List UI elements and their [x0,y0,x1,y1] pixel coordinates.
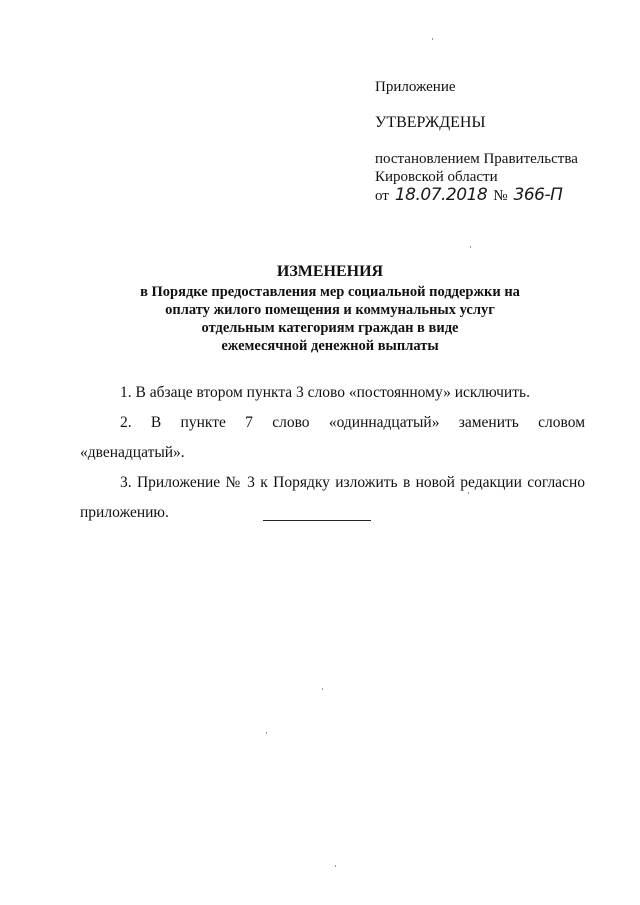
approval-block [375,78,625,205]
title-line-4: ежемесячной денежной выплаты [221,338,439,354]
number-sign: № [493,188,508,204]
from-prefix: от [375,188,389,204]
amendment-item-2: 2. В пункте 7 слово «одиннадцатый» заменить словом «двенадцатый». [80,414,585,461]
document-title [110,263,550,355]
title-heading: ИЗМЕНЕНИЯ [276,263,384,280]
handwritten-date: 18.07.2018 [394,185,488,205]
scan-speck [432,38,433,40]
title-line-1: в Порядке предоставления мер социальной поддержки на [140,284,520,300]
title-line-2: оплату жилого помещения и коммунальных услуг [165,302,495,318]
scan-speck [335,865,336,867]
amendment-item-3: 3. Приложение № 3 к Порядку изложить в новой редакции согласно приложению. [80,474,585,521]
amendments-list [80,378,585,528]
handwritten-number: 366-П [513,185,563,205]
scan-speck [470,246,471,248]
date-number-row [375,186,625,205]
end-divider-line [263,520,371,521]
annex-label: Приложение [375,79,456,95]
scan-speck [266,732,267,734]
approved-by-line-1: постановлением Правительства [375,151,578,167]
approved-label: УТВЕРЖДЕНЫ [375,114,486,131]
scan-speck [322,688,323,690]
amendment-item-1: 1. В абзаце втором пункта 3 слово «постоянному» исключить. [120,384,530,401]
scan-speck [468,492,469,494]
approved-by-line-2: Кировской области [375,169,498,185]
title-line-3: отдельным категориям граждан в виде [201,320,459,336]
